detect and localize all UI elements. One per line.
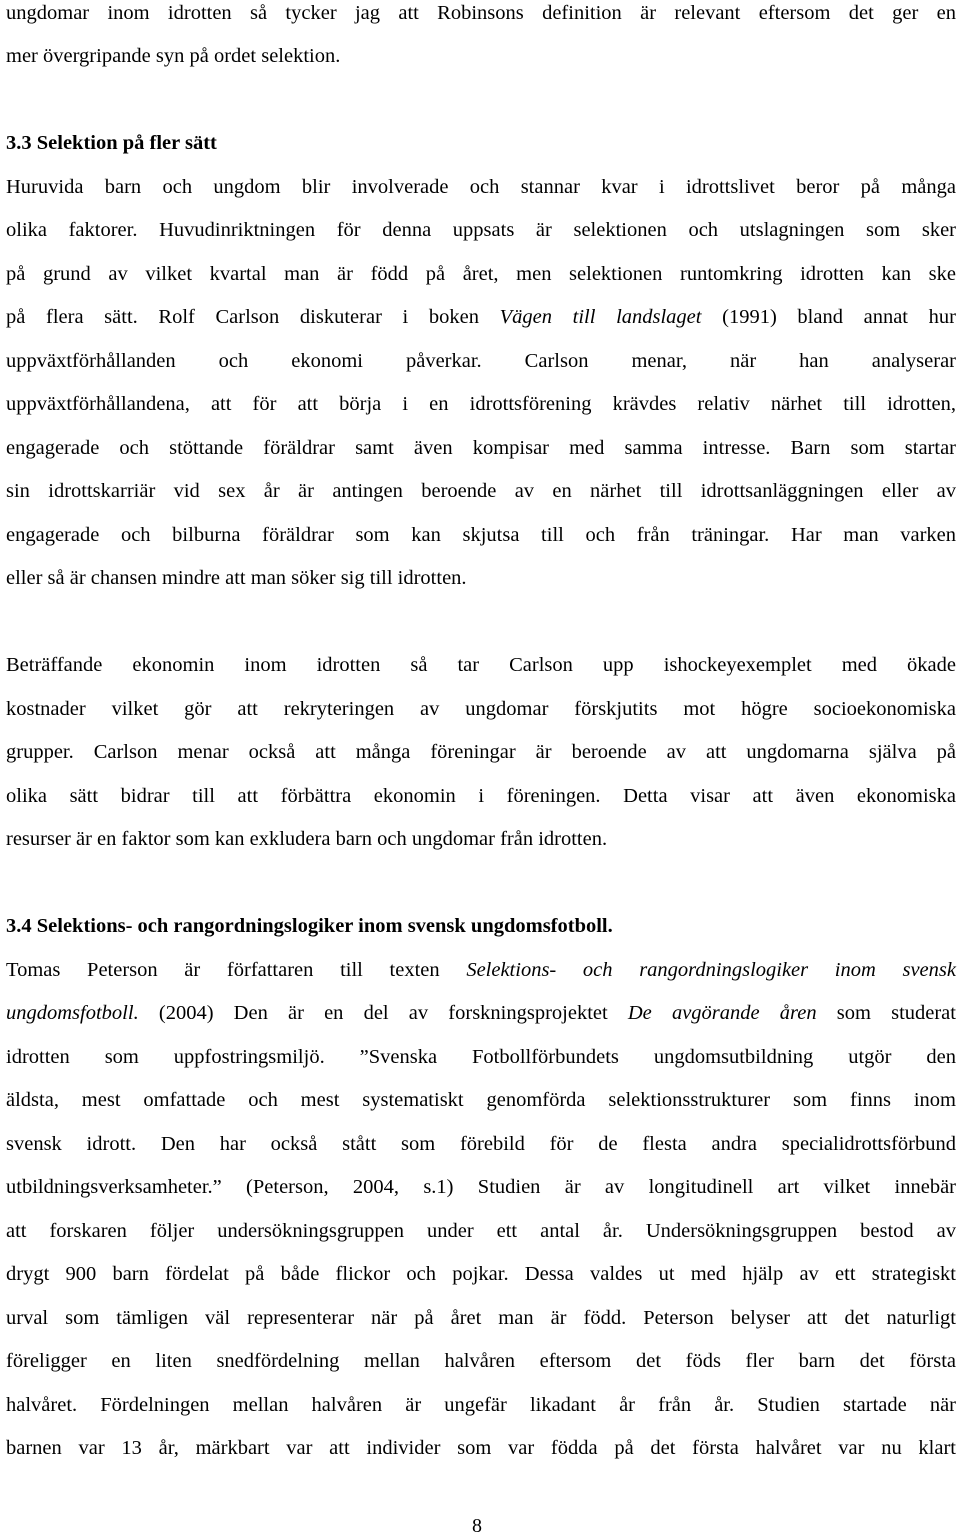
text-line: olika faktorer. Huvudinriktningen för denna uppsats är selektionen och utslagningen som sker [6,219,956,241]
text-line: engagerade och bilburna föräldrar som kan skjutsa till och från träningar. Har man varken [6,524,956,546]
text-line: kostnader vilket gör att rekryteringen av ungdomar förskjutits mot högre socioekonomiska [6,698,956,720]
text-run: (1991) bland annat hur [701,306,956,328]
text-line: Huruvida barn och ungdom blir involverade och stannar kvar i idrottslivet beror på många [6,176,956,198]
page-number: 8 [472,1515,482,1537]
text-line: uppväxtförhållandena, att för att börja i en idrottsförening krävdes relativ närhet till idrotten, [6,393,956,415]
text-run: som studerat [816,1002,956,1024]
text-line: svensk idrott. Den har också stått som förebild för de flesta andra specialidrottsförbund [6,1133,956,1155]
text-line: att forskaren följer undersökningsgruppen under ett antal år. Undersökningsgruppen bestod av [6,1220,956,1242]
text-line: eller så är chansen mindre att man söker sig till idrotten. [6,567,467,589]
text-line: på grund av vilket kvartal man är född på året, men selektionen runtomkring idrotten kan ske [6,263,956,285]
text-line: sin idrottskarriär vid sex år är antingen beroende av en närhet till idrottsanläggningen eller av [6,480,956,502]
section-heading-3-3: 3.3 Selektion på fler sätt [6,132,217,154]
project-title: De avgörande åren [627,1002,817,1024]
text-line: barnen var 13 år, märkbart var att individer som var födda på det första halvåret var nu klart [6,1437,956,1459]
text-line-tomas-peterson [6,958,956,982]
text-line: resurser är en faktor som kan exkludera barn och ungdomar från idrotten. [6,828,608,850]
text-line: Beträffande ekonomin inom idrotten så tar Carlson upp ishockeyexemplet med ökade [6,654,956,676]
text-line: äldsta, mest omfattade och mest systematiskt genomförda selektionsstrukturer som finns inom [6,1089,956,1111]
text-line: uppväxtförhållanden och ekonomi påverkar. Carlson menar, när han analyserar [6,350,956,372]
text-line-rolf-carlson [6,305,956,329]
text-line: urval som tämligen väl representerar när på året man är född. Peterson belyser att det naturligt [6,1307,956,1329]
text-line: drygt 900 barn fördelat på både flickor och pojkar. Dessa valdes ut med hjälp av ett strategiskt [6,1263,956,1285]
text-line: ungdomar inom idrotten så tycker jag att Robinsons definition är relevant eftersom det ger en [6,2,956,24]
text-line: grupper. Carlson menar också att många föreningar är beroende av att ungdomarna själva på [6,741,956,763]
text-line-ungdomsfotboll [6,1001,956,1025]
text-line: utbildningsverksamheter.” (Peterson, 2004, s.1) Studien är av longitudinell art vilket innebär [6,1176,956,1198]
text-line: idrotten som uppfostringsmiljö. ”Svenska Fotbollförbundets ungdomsutbildning utgör den [6,1046,956,1068]
text-run: på flera sätt. Rolf Carlson diskuterar i boken [6,306,500,328]
section-heading-3-4: 3.4 Selektions- och rangordningslogiker inom svensk ungdomsfotboll. [6,915,613,937]
text-line: halvåret. Fördelningen mellan halvåren är ungefär likadant år från år. Studien startade när [6,1394,956,1416]
text-line: mer övergripande syn på ordet selektion. [6,45,341,67]
text-line: olika sätt bidrar till att förbättra ekonomin i föreningen. Detta visar att även ekonomiska [6,785,956,807]
text-title: Selektions- och rangordningslogiker inom svensk [466,959,956,981]
text-line: föreligger en liten snedfördelning mellan halvåren eftersom det föds fler barn det första [6,1350,956,1372]
text-run: Tomas Peterson är författaren till texten [6,959,467,981]
text-line: engagerade och stöttande föräldrar samt även kompisar med samma intresse. Barn som startar [6,437,956,459]
text-title: ungdomsfotboll. [6,1002,139,1024]
book-title: Vägen till landslaget [499,306,702,328]
text-run: (2004) Den är en del av forskningsprojektet [138,1002,628,1024]
